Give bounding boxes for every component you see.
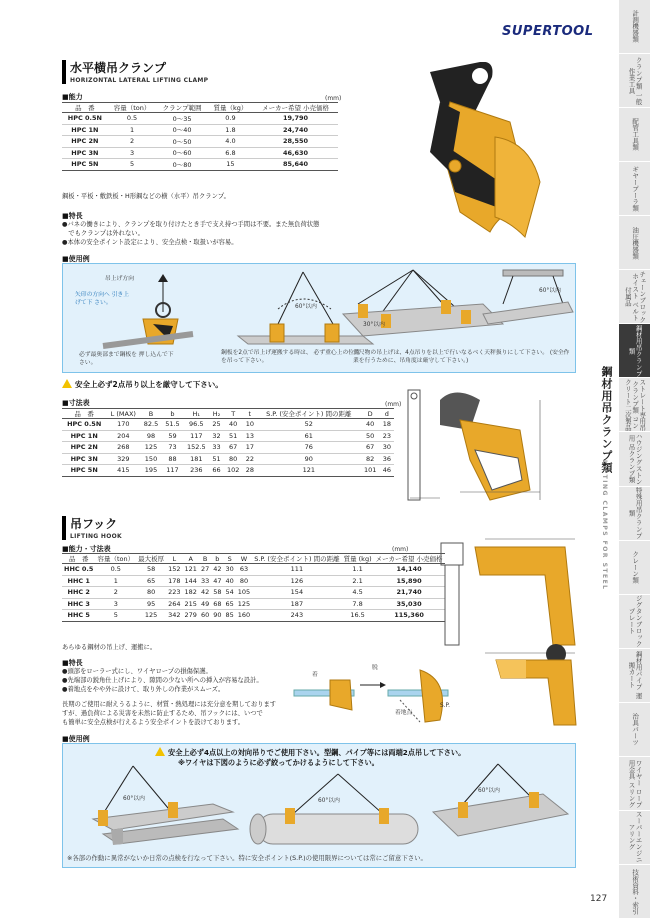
- table-cell: 125: [136, 610, 166, 622]
- angle-label: 60°以内: [295, 304, 317, 310]
- table-cell: HPC 3N: [62, 453, 106, 465]
- use-label: ■使用例: [62, 255, 90, 263]
- on-label: 着: [312, 672, 318, 678]
- dimension-table-hpc: [62, 408, 394, 477]
- table-header-cell: H₂: [209, 409, 223, 419]
- table-cell: 42: [200, 588, 210, 597]
- table-cell: 3: [95, 598, 136, 610]
- table-row: [62, 587, 445, 599]
- table-row: [62, 419, 394, 431]
- table-cell: 2: [95, 587, 136, 599]
- table-cell: 10: [243, 419, 257, 431]
- angle-label: 60°以内: [318, 798, 340, 804]
- table-header-cell: 品 番: [62, 554, 95, 564]
- table-cell: 54: [225, 588, 234, 597]
- table-cell: 4.0: [208, 136, 253, 148]
- category-tab[interactable]: [619, 270, 650, 324]
- table-cell: 0.9: [208, 113, 253, 125]
- table-cell: 51: [209, 453, 223, 465]
- feature-item: でもクランプは外れない。: [62, 230, 144, 238]
- table-cell: 65: [225, 599, 234, 608]
- category-tab[interactable]: [619, 595, 650, 649]
- table-cell: 59: [162, 430, 183, 442]
- table-row: [62, 113, 338, 125]
- category-tab-label: スーパーエンジニアリング: [627, 811, 643, 864]
- category-tab-label: ワイヤー ロープ用金具 スリング: [627, 759, 643, 808]
- section-marker: [62, 60, 66, 84]
- table-cell: 61: [257, 430, 361, 442]
- table-cell: 236: [183, 465, 209, 477]
- category-tab[interactable]: [619, 108, 650, 162]
- warning-text: 安全上必ず4点以上の対向吊りでご使用下さい。型鋼、パイプ等には両端2点吊して下さい。: [168, 748, 466, 757]
- table-cell: 170: [106, 419, 140, 431]
- table-cell: 0.5: [108, 113, 157, 125]
- table-cell: 0.5: [95, 564, 136, 576]
- caution-line: 長期のご使用に耐えうるように、材質・熱処理には充分意を期しております: [62, 701, 277, 708]
- table-cell: HPC 5N: [62, 159, 108, 171]
- table-cell: 28,550: [253, 136, 338, 148]
- table-cell: 63: [236, 564, 252, 576]
- table-cell: 1: [108, 124, 157, 136]
- table-cell: 182: [184, 588, 197, 597]
- table-cell: 17: [243, 442, 257, 454]
- dimension-label: ■寸法表: [62, 399, 90, 407]
- table-cell: 243: [252, 610, 341, 622]
- table-cell: 90: [257, 453, 361, 465]
- table-row: [62, 124, 338, 136]
- table-cell: 0～35: [156, 113, 207, 125]
- table-cell: HPC 2N: [62, 136, 108, 148]
- table-cell: 125: [140, 442, 161, 454]
- category-tab[interactable]: [619, 54, 650, 108]
- table-cell: HPC 5N: [62, 465, 106, 477]
- table-header-cell: 容量（ton）: [97, 555, 135, 563]
- long-load-note: 長尺物の吊上げは、4点吊りを以上で行いなるべく天秤扱りにして下さい。 (安全作業を行うために、吊角度は厳守して下さい。): [353, 350, 570, 364]
- table-header-cell: 質量（kg）: [208, 103, 253, 113]
- category-tab-label: ハウジングストン用 吊クランプ類: [627, 432, 643, 485]
- hpc-clamp-illustration: [400, 62, 570, 262]
- table-cell: 28: [243, 465, 257, 477]
- hhc-warning: [155, 747, 465, 758]
- category-tab-label: クランプ類 一般作業工具: [627, 56, 643, 105]
- hpc-dimension-drawing: [400, 380, 590, 510]
- table-cell: 215: [184, 599, 197, 608]
- bottom-inspection-note: ※各部の作動に異常がないか日常の点検を行なって下さい。特に安全ポイント(S.P.)の使用限界については常にご留意下さい。: [67, 854, 427, 862]
- caution-line: すが、過負荷による災害を未然に防止するため、吊フックには、いつで: [62, 710, 263, 718]
- category-tab-label: 特殊用吊クランプ類: [627, 487, 643, 540]
- table-header-cell: B: [140, 409, 161, 419]
- table-cell: 181: [183, 453, 209, 465]
- table-header-cell: b: [211, 554, 223, 564]
- category-tab[interactable]: [619, 649, 650, 703]
- table-cell: 144: [184, 576, 197, 585]
- table-cell: 14,140: [374, 564, 445, 576]
- table-header-cell: t: [243, 409, 257, 419]
- table-cell: 7.8: [342, 598, 374, 610]
- table-cell: 35,030: [374, 598, 445, 610]
- caution-line: も簡単に安全点検が行えるよう安全ポイントを設けております。: [62, 719, 245, 727]
- table-cell: 223: [168, 588, 181, 597]
- section-subtitle-hpc: HORIZONTAL LATERAL LIFTING CLAMP: [70, 77, 209, 84]
- table-cell: 80: [136, 587, 166, 599]
- table-header-cell: 容量（ton）: [108, 103, 157, 113]
- angle-label: 30°以内: [363, 322, 385, 328]
- landing-label: 着地点: [395, 710, 413, 716]
- two-point-note: 鋼板を2点で吊上げ運搬する時は、 必ず重心上の位置を吊って下さい。: [221, 350, 360, 364]
- table-cell: 0～40: [156, 124, 207, 136]
- category-tab-label: チェーンブロック ホイスト ベルト付属品: [623, 270, 647, 323]
- table-cell: 195: [140, 465, 161, 477]
- section-marker: [62, 516, 66, 540]
- category-tab[interactable]: [619, 757, 650, 811]
- brand-logo: SUPERTOOL: [502, 24, 594, 39]
- table-cell: HPC 3N: [62, 147, 108, 159]
- hhc-caution: [62, 700, 276, 727]
- feature-item: ●頭部をローラー式にし、ワイヤロープの損傷保護。: [62, 668, 212, 675]
- table-row: [62, 453, 394, 465]
- table-header-cell: S.P. (安全ポイント) 間の距離: [254, 555, 340, 563]
- table-cell: HHC 5: [62, 610, 95, 622]
- features-list: [62, 220, 319, 247]
- table-header-cell: 品 番: [62, 409, 106, 419]
- category-tab-label: 計測機器類: [631, 10, 640, 43]
- table-row: [62, 147, 338, 159]
- table-cell: 30: [380, 442, 394, 454]
- table-cell: 60: [200, 611, 210, 620]
- table-cell: HHC 0.5: [64, 565, 94, 574]
- category-label-jp: 鋼材用吊クランプ類: [600, 366, 613, 474]
- table-cell: 102: [224, 465, 243, 477]
- table-cell: 105: [237, 588, 251, 597]
- table-cell: 5: [95, 610, 136, 622]
- table-header-cell: T: [224, 409, 243, 419]
- category-tab[interactable]: [619, 865, 650, 919]
- table-cell: 117: [162, 465, 183, 477]
- category-tab-label: クレーン類: [631, 550, 640, 584]
- table-cell: 152: [168, 565, 181, 574]
- table-cell: 23: [380, 430, 394, 442]
- table-header-cell: A: [183, 554, 199, 564]
- table-cell: 65: [136, 575, 166, 587]
- hhc-warning-2: ※ワイヤは下図のように必ず絞ってかけるようにして下さい。: [178, 758, 379, 767]
- table-cell: 1: [95, 575, 136, 587]
- table-cell: 6.8: [208, 147, 253, 159]
- category-tab-label: ジグタンブロック プレート: [627, 595, 643, 648]
- angle-label: 60°以内: [539, 288, 561, 294]
- angle-label: 60°以内: [478, 788, 500, 794]
- table-cell: 5: [108, 159, 157, 171]
- features-label: ■特長: [62, 212, 83, 220]
- hhc-use-example-box: [62, 743, 576, 868]
- angle-label: 60°以内: [123, 796, 145, 802]
- feature-item: ●バネの働きにより、クランプを取り付けたとき手で支え持つ手間は不要。また無負荷状態: [62, 221, 320, 228]
- table-cell: 68: [213, 599, 222, 608]
- table-cell: 80: [236, 575, 252, 587]
- table-cell: 73: [162, 442, 183, 454]
- table-cell: 121: [257, 465, 361, 477]
- table-cell: 15: [208, 159, 253, 171]
- category-tab[interactable]: [619, 487, 650, 541]
- table-cell: 24,740: [253, 124, 338, 136]
- table-header-cell: 品 番: [62, 103, 108, 113]
- category-tab[interactable]: [619, 432, 650, 486]
- table-cell: 80: [224, 453, 243, 465]
- table-header-cell: L: [166, 554, 182, 564]
- table-cell: HHC 1: [62, 575, 95, 587]
- dim-unit-label: (mm): [385, 401, 402, 408]
- table-header-cell: S.P. (安全ポイント) 間の距離: [257, 409, 361, 419]
- table-row: [62, 430, 394, 442]
- table-cell: 46,630: [253, 147, 338, 159]
- table-cell: 67: [224, 442, 243, 454]
- category-tab[interactable]: [619, 324, 650, 378]
- capacity-dim-label: ■能力・寸法表: [62, 545, 111, 553]
- category-tab-label: 油圧機器類: [631, 226, 640, 259]
- table-cell: 342: [168, 611, 181, 620]
- table-cell: 25: [209, 419, 223, 431]
- table-row: [62, 465, 394, 477]
- table-cell: 30: [225, 565, 234, 574]
- table-header-cell: B: [199, 554, 211, 564]
- hhc-features-label: ■特長: [62, 659, 83, 667]
- table-header-cell: H₁: [183, 409, 209, 419]
- table-row: [62, 159, 338, 171]
- hhc-unit-label: (mm): [392, 546, 409, 553]
- table-cell: 0～80: [156, 159, 207, 171]
- table-cell: 58: [136, 564, 166, 576]
- capacity-label: ■能力: [62, 93, 83, 101]
- table-cell: 18: [380, 419, 394, 431]
- table-cell: 0～60: [156, 147, 207, 159]
- table-cell: 51: [224, 430, 243, 442]
- table-cell: 46: [380, 465, 394, 477]
- table-cell: 264: [168, 599, 181, 608]
- table-cell: 33: [200, 576, 210, 585]
- table-cell: 160: [237, 611, 251, 620]
- table-cell: 1.8: [208, 124, 253, 136]
- table-cell: 152.5: [183, 442, 209, 454]
- table-cell: HPC 1N: [62, 430, 106, 442]
- table-header-cell: d: [380, 409, 394, 419]
- table-cell: 115,360: [374, 610, 445, 622]
- table-cell: 76: [257, 442, 361, 454]
- table-header-cell: メーカー希望 小売価格: [375, 555, 443, 563]
- table-cell: 42: [213, 565, 222, 574]
- table-cell: 82: [361, 453, 380, 465]
- table-cell: 4.5: [342, 587, 374, 599]
- hhc-use-label: ■使用例: [62, 735, 90, 743]
- category-tab[interactable]: [619, 811, 650, 865]
- table-header-cell: クランプ範囲: [156, 103, 207, 113]
- table-header-cell: D: [361, 409, 380, 419]
- table-cell: 49: [200, 599, 210, 608]
- table-cell: 96.5: [183, 419, 209, 431]
- table-row: [62, 610, 445, 622]
- table-header-cell: W: [236, 554, 252, 564]
- lift-direction-label: 吊上げ方向: [105, 276, 134, 282]
- table-cell: 16.5: [342, 610, 374, 622]
- table-cell: 268: [106, 442, 140, 454]
- warning-text: 安全上必ず2点吊り以上を厳守して下さい。: [75, 380, 223, 389]
- table-cell: HHC 3: [62, 598, 95, 610]
- table-cell: 3: [108, 147, 157, 159]
- table-header-cell: 質量 (kg): [343, 555, 372, 563]
- category-tab-label: ストレート専用吊 クランプ類 コンクリート二次製品: [623, 378, 647, 431]
- table-header-cell: b: [162, 409, 183, 419]
- table-cell: 40: [224, 419, 243, 431]
- table-row: [62, 442, 394, 454]
- section-subtitle-hhc: LIFTING HOOK: [70, 533, 122, 540]
- category-tab-label: 治具パーツ: [631, 713, 640, 746]
- category-label-en: LIFTING CLAMPS FOR STEEL: [601, 460, 608, 591]
- feature-item: ●着地点をやや外に設けて、取り外しの作業がスムーズ。: [62, 686, 225, 694]
- hhc-hook-illustration: [476, 640, 586, 735]
- table-cell: 32: [209, 430, 223, 442]
- hhc-features-list: [62, 667, 263, 694]
- table-cell: 21,740: [374, 587, 445, 599]
- table-cell: 50: [361, 430, 380, 442]
- category-tab[interactable]: [619, 541, 650, 595]
- capacity-table-hhc: [62, 553, 445, 622]
- table-cell: HPC 2N: [62, 442, 106, 454]
- table-cell: 126: [252, 575, 341, 587]
- category-tab-label: 鋼材用パイプ 運搬カート: [627, 651, 643, 700]
- feature-item: ●本体の安全ポイント設定により、安全点検・取扱いが容易。: [62, 239, 238, 247]
- table-cell: HPC 0.5N: [62, 113, 108, 125]
- warning-icon: [62, 379, 72, 388]
- warning-icon: [155, 747, 165, 756]
- category-tabs: [619, 0, 650, 919]
- page-number: 127: [590, 894, 608, 904]
- category-tab[interactable]: [619, 0, 650, 54]
- table-cell: 85,640: [253, 159, 338, 171]
- hhc-applicable-note: あらゆる鋼材の吊上げ、運搬に。: [62, 644, 157, 651]
- table-cell: HPC 1N: [62, 124, 108, 136]
- table-cell: 15,890: [374, 575, 445, 587]
- table-cell: 204: [106, 430, 140, 442]
- capacity-table-hpc: [62, 102, 338, 171]
- table-cell: 95: [136, 598, 166, 610]
- category-tab[interactable]: [619, 216, 650, 270]
- table-header-cell: メーカー希望 小売価格: [253, 103, 338, 113]
- table-row: [62, 136, 338, 148]
- table-cell: 125: [237, 599, 251, 608]
- insert-note: 必ず最奥部まで鋼板を 押し込んで下さい。: [79, 352, 174, 366]
- table-cell: 279: [184, 611, 197, 620]
- table-cell: 98: [140, 430, 161, 442]
- table-cell: 2: [108, 136, 157, 148]
- unit-label: (mm): [325, 95, 342, 102]
- table-cell: 52: [257, 419, 361, 431]
- table-row: [62, 564, 445, 576]
- table-cell: 40: [225, 576, 234, 585]
- table-cell: 178: [168, 576, 181, 585]
- category-tab[interactable]: [619, 162, 650, 216]
- table-cell: 2.1: [342, 575, 374, 587]
- table-cell: HPC 0.5N: [62, 419, 106, 431]
- table-cell: 121: [184, 565, 197, 574]
- table-cell: 111: [252, 564, 341, 576]
- table-cell: 13: [243, 430, 257, 442]
- feature-item: ●先端部の鋭角仕上げにより、隙間の少ない所への挿入が容易な設計。: [62, 677, 263, 685]
- table-cell: 150: [140, 453, 161, 465]
- table-cell: 1.1: [342, 564, 374, 576]
- category-tab-label: ギヤープーラ類: [631, 165, 640, 212]
- table-cell: 82.5: [140, 419, 161, 431]
- arrow-direction-note: 矢印の方向へ 引き上げて下 さい。: [75, 292, 130, 306]
- sp-label: S.P.: [440, 703, 450, 709]
- table-cell: 67: [361, 442, 380, 454]
- table-row: [62, 598, 445, 610]
- table-cell: 58: [213, 588, 222, 597]
- applicable-note: 鋼板・平板・敷鉄板・H形鋼などの横（水平）吊クランプ。: [62, 193, 230, 200]
- table-cell: 40: [361, 419, 380, 431]
- section-title-hpc: 水平横吊クランプ: [70, 61, 167, 75]
- table-cell: HHC 2: [62, 587, 95, 599]
- table-cell: 51.5: [162, 419, 183, 431]
- table-cell: 187: [252, 598, 341, 610]
- table-header-cell: 最大板厚: [138, 555, 165, 563]
- table-cell: 66: [209, 465, 223, 477]
- table-header-cell: S: [224, 554, 236, 564]
- table-cell: 22: [243, 453, 257, 465]
- category-tab-label: 技術資料・索引: [631, 868, 640, 915]
- use-example-box: [62, 263, 576, 373]
- table-cell: 90: [213, 611, 222, 620]
- table-cell: 36: [380, 453, 394, 465]
- category-tab-label: 鋼材用吊クランプ類: [627, 324, 643, 377]
- table-cell: 47: [213, 576, 222, 585]
- table-cell: 415: [106, 465, 140, 477]
- category-tab[interactable]: [619, 378, 650, 432]
- warning-two-point: [62, 379, 223, 390]
- table-cell: 101: [361, 465, 380, 477]
- table-cell: 19,790: [253, 113, 338, 125]
- off-label: 脱: [372, 665, 378, 671]
- table-row: [62, 575, 445, 587]
- table-cell: 33: [209, 442, 223, 454]
- table-cell: 117: [183, 430, 209, 442]
- table-cell: 329: [106, 453, 140, 465]
- section-title-hhc: 吊フック: [70, 517, 118, 531]
- table-header-cell: L (MAX): [106, 409, 140, 419]
- category-tab-label: 配管工具類: [631, 118, 640, 151]
- table-cell: 0～50: [156, 136, 207, 148]
- category-tab[interactable]: [619, 703, 650, 757]
- table-cell: 88: [162, 453, 183, 465]
- table-cell: 85: [225, 611, 234, 620]
- table-cell: 27: [200, 565, 210, 574]
- table-cell: 154: [252, 587, 341, 599]
